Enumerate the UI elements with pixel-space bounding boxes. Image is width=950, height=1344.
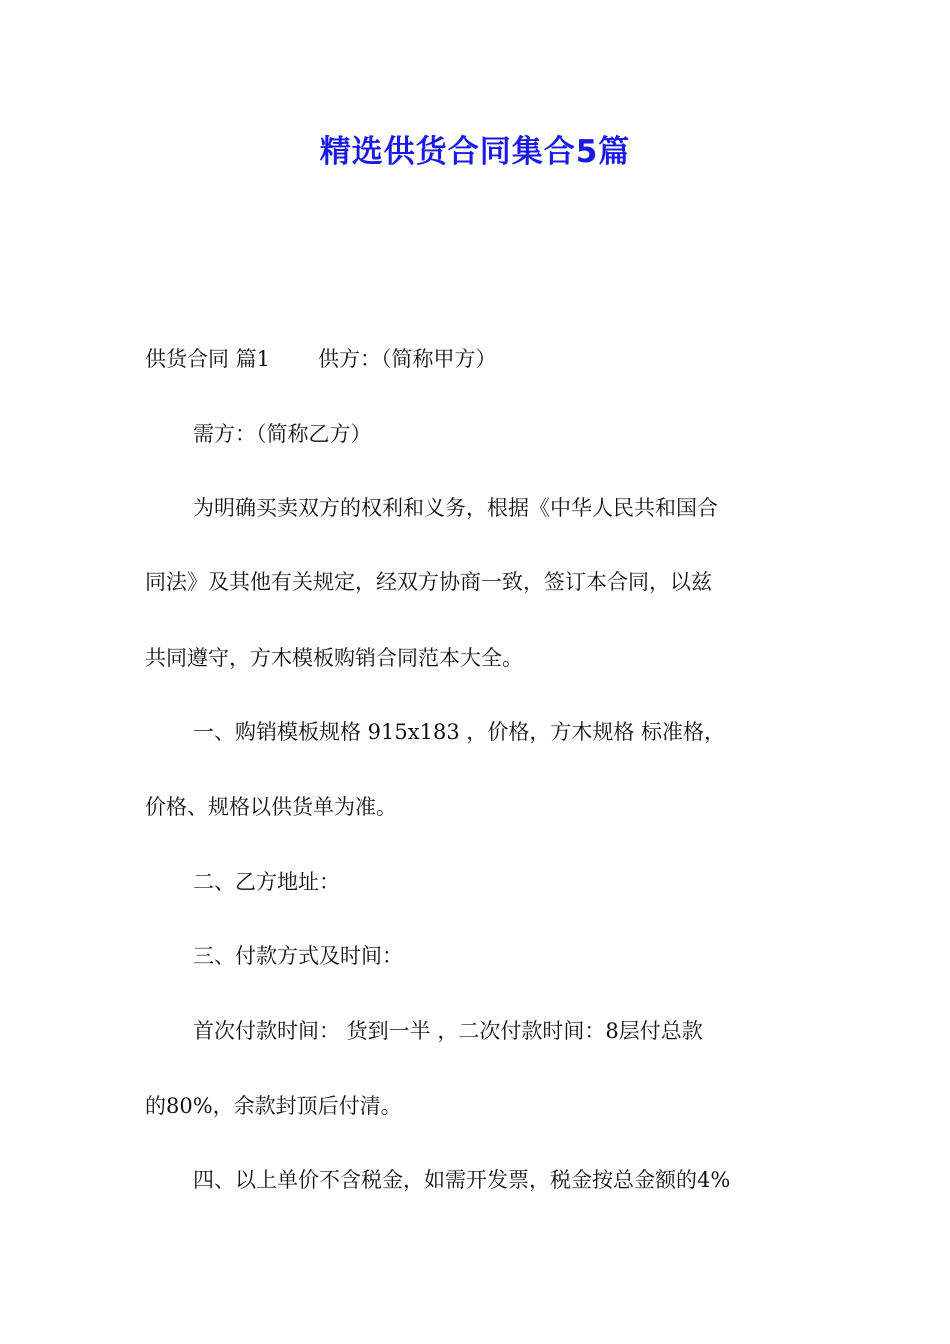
section-label: 供货合同 篇1 xyxy=(145,347,271,371)
paragraph-line: 价格、规格以供货单为准。 xyxy=(145,795,397,819)
document-title: 精选供货合同集合5篇 xyxy=(319,134,631,170)
supplier-line: 供方：（简称甲方） xyxy=(318,347,497,371)
paragraph-line: 四、以上单价不含税金，如需开发票，税金按总金额的4% xyxy=(193,1168,731,1192)
paragraph-line: 需方：（简称乙方） xyxy=(193,422,372,446)
paragraph-line: 为明确买卖双方的权利和义务，根据《中华人民共和国合 xyxy=(193,496,718,520)
paragraph-line: 一、购销模板规格 915x183 ，价格，方木规格 标准格， xyxy=(193,720,726,744)
paragraph-line: 同法》及其他有关规定，经双方协商一致，签订本合同，以兹 xyxy=(145,570,712,594)
paragraph-line: 共同遵守，方木模板购销合同范本大全。 xyxy=(145,646,523,670)
paragraph-line: 首次付款时间： 货到一半 ，二次付款时间：8层付总款 xyxy=(193,1019,703,1043)
paragraph-line: 的80%，余款封顶后付清。 xyxy=(145,1094,402,1118)
paragraph-line: 三、付款方式及时间： xyxy=(193,944,403,968)
paragraph-line: 二、乙方地址： xyxy=(193,870,340,894)
header-line xyxy=(145,344,497,374)
